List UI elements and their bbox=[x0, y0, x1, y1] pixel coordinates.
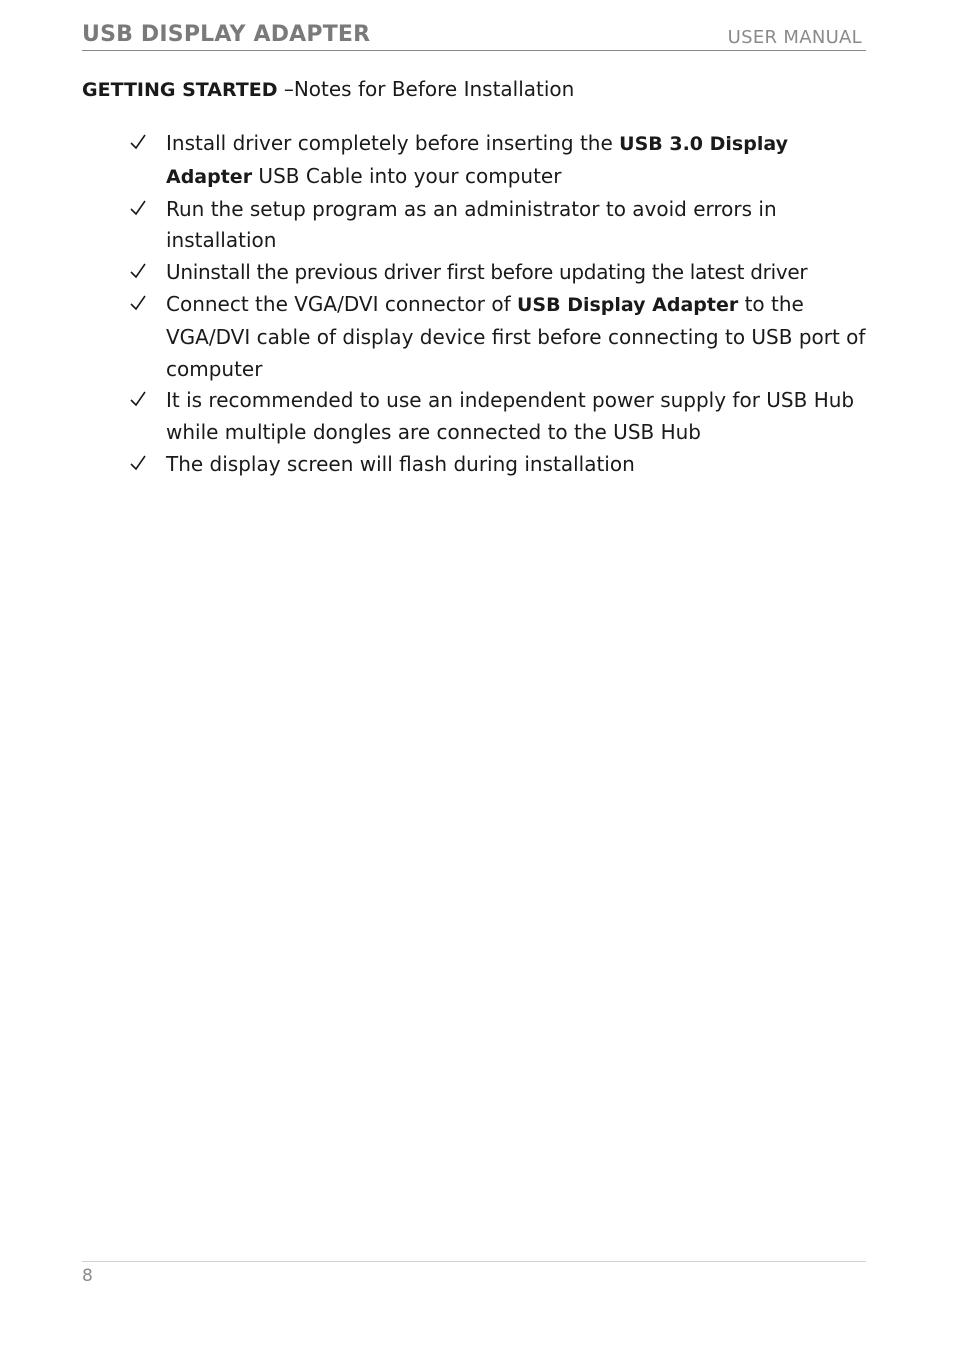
installation-notes-list bbox=[128, 128, 868, 481]
check-icon bbox=[128, 389, 148, 409]
note-text: It is recommended to use an independent power supply for USB Hub while multiple dongles are connected to the USB Hub bbox=[166, 388, 855, 445]
check-icon bbox=[128, 198, 148, 218]
note-text: Uninstall the previous driver first before updating the latest driver bbox=[166, 260, 808, 285]
page-header bbox=[82, 20, 866, 51]
list-item bbox=[128, 449, 868, 481]
list-item bbox=[128, 128, 868, 194]
check-icon bbox=[128, 261, 148, 281]
note-text: Connect the VGA/DVI connector of USB Display Adapter to the VGA/DVI cable of display device first before connecting to USB port of computer bbox=[166, 291, 866, 381]
check-icon bbox=[128, 132, 148, 152]
list-item bbox=[128, 194, 868, 258]
note-text: Install driver completely before inserting the USB 3.0 Display Adapter USB Cable into your computer bbox=[166, 131, 788, 188]
document-type-label: USER MANUAL bbox=[727, 27, 862, 48]
section-heading-bold: GETTING STARTED bbox=[82, 79, 278, 101]
page-footer bbox=[82, 1261, 866, 1286]
list-item bbox=[128, 289, 868, 385]
document-title: USB DISPLAY ADAPTER bbox=[82, 22, 371, 47]
section-heading-subtitle: –Notes for Before Installation bbox=[277, 77, 575, 101]
list-item bbox=[128, 257, 868, 289]
check-icon bbox=[128, 293, 148, 313]
note-text: The display screen will flash during installation bbox=[166, 451, 635, 476]
section-heading bbox=[82, 76, 574, 103]
note-text: Run the setup program as an administrator to avoid errors in installation bbox=[166, 196, 777, 253]
check-icon bbox=[128, 453, 148, 473]
page-number: 8 bbox=[82, 1266, 93, 1286]
list-item bbox=[128, 385, 868, 449]
